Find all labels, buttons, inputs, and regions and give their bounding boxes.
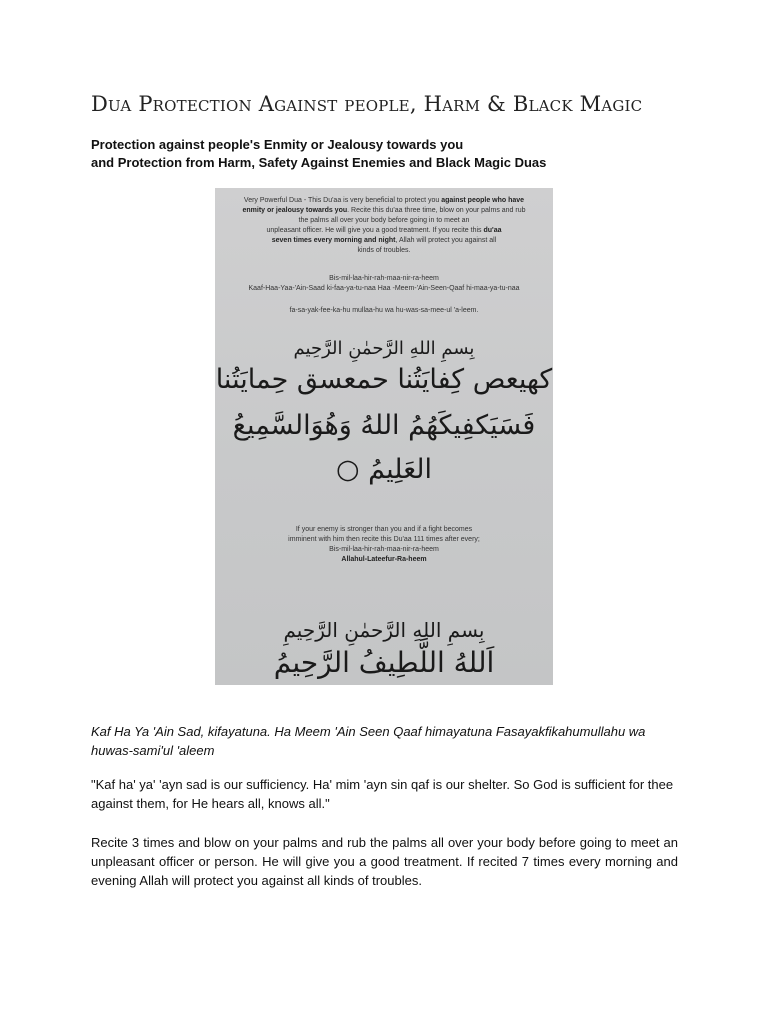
translit-line-1: Bis-mil-laa-hir-rah-maa-nir-ra-heem — [329, 275, 439, 282]
intro-line-2a: enmity or jealousy towards you — [242, 207, 348, 214]
photo-second-text — [215, 525, 553, 565]
intro-line-5b: , Allah will protect you against all — [395, 237, 497, 244]
second-line-1: If your enemy is stronger than you and if a fight becomes — [295, 526, 473, 533]
intro-line-4b: du'aa — [483, 227, 502, 234]
intro-line-1a: Very Powerful Dua - This Du'aa is very beneficial to protect you — [243, 197, 442, 204]
intro-line-5a: seven times every morning and night — [271, 237, 396, 244]
page-title: Dua Protection Against people, Harm & Black Magic — [91, 92, 643, 116]
intro-line-3: the palms all over your body before going in to meet an — [298, 217, 470, 224]
second-line-2: imminent with him then recite this Du'aa 111 times after every; — [288, 536, 480, 543]
translit-line-2: Kaaf-Haa-Yaa-'Ain-Saad ki-faa-ya-tu-naa Haa -Meem-'Ain-Seen-Qaaf hi-maa-ya-tu-naa — [248, 285, 520, 292]
subtitle-line-1: Protection against people's Enmity or Jealousy towards you — [91, 137, 464, 152]
intro-line-2b: . Recite this du'aa three time, blow on your palms and rub — [347, 207, 526, 214]
second-line-3: Bis-mil-laa-hir-rah-maa-nir-ra-heem — [329, 546, 439, 553]
intro-line-4a: unpleasant officer. He will give you a good treatment. If you recite this — [266, 227, 484, 234]
intro-line-6: kinds of troubles. — [357, 247, 411, 254]
translation-paragraph: "Kaf ha' ya' 'ayn sad is our sufficiency. Ha' mim 'ayn sin qaf is our shelter. So God is sufficient for thee against them, for He hears all, knows all." — [91, 777, 674, 811]
translit-line-3: fa-sa-yak-fee-ka-hu mullaa-hu wa hu-was-sa-mee-ul 'a-leem. — [289, 307, 479, 314]
arabic-basmala-1: بِسمِ اللهِ الرَّحمٰنِ الرَّحِيم — [293, 338, 475, 359]
arabic-line-3: العَلِيمُ ○ — [336, 454, 432, 485]
photo-intro-text — [215, 196, 553, 256]
dua-photo — [215, 188, 553, 685]
intro-line-1b: against people who have — [441, 197, 525, 204]
arabic-line-1: كهيعص كِفايَتُنا حمعسق حِمايَتُنا — [215, 364, 553, 395]
second-line-4: Allahul-Lateefur-Ra-heem — [341, 556, 427, 563]
subtitle — [91, 136, 691, 172]
transliteration-paragraph: Kaf Ha Ya 'Ain Sad, kifayatuna. Ha Meem 'Ain Seen Qaaf himayatuna Fasayakfikahumullahu wa huwas-sami'ul 'aleem — [91, 724, 646, 758]
subtitle-line-2: and Protection from Harm, Safety Against Enemies and Black Magic Duas — [91, 155, 547, 170]
photo-transliteration — [215, 274, 553, 316]
arabic-basmala-2: بِسمِ اللهِ الرَّحمٰنِ الرَّحِيمِ — [283, 618, 485, 642]
arabic-allahul-lateef: اَللهُ اللَّطِيفُ الرَّحِيمُ — [273, 646, 495, 679]
instructions-paragraph: Recite 3 times and blow on your palms and rub the palms all over your body before going to meet an unpleasant officer or person. He will give you a good treatment. If recited 7 times every morning and evening Allah will protect you against all kinds of troubles. — [91, 835, 678, 888]
arabic-line-2: فَسَيَكفِيكَهُمُ اللهُ وَهُوَالسَّمِيعُ — [232, 410, 536, 441]
